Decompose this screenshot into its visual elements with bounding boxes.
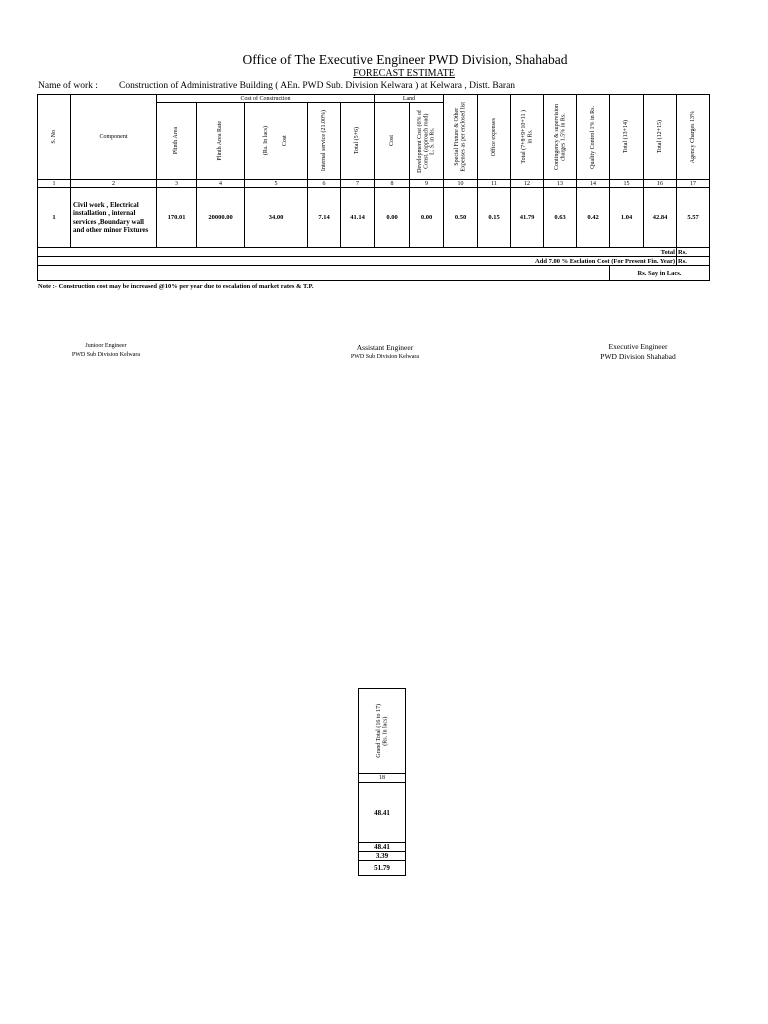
- signature-junior-engineer: [56, 342, 156, 360]
- column-number: 17: [677, 180, 710, 188]
- say-label: Rs. Say in Lacs.: [610, 266, 710, 281]
- row-value: 170.01: [157, 188, 197, 248]
- escalation-row: [38, 257, 710, 266]
- column-number: 7: [341, 180, 375, 188]
- column-number: 12: [511, 180, 544, 188]
- escalation-label: Add 7.00 % Esclation Cost (For Present Fin. Year): [38, 257, 677, 266]
- grand-total-escalation-value: 3.39: [359, 852, 406, 861]
- header-total-5-6: Total (5+6): [341, 103, 375, 180]
- total-row: [38, 248, 710, 257]
- column-number: 15: [610, 180, 644, 188]
- row-value: 0.00: [410, 188, 444, 248]
- column-number: 5: [245, 180, 308, 188]
- grand-total-total-value: 48.41: [359, 843, 406, 852]
- escalation-unit: Rs.: [677, 257, 710, 266]
- row-value: 20000.00: [197, 188, 245, 248]
- column-number: 16: [644, 180, 677, 188]
- table-row: [38, 188, 710, 248]
- header-plinth-rate: Plinth Area Rate: [197, 103, 245, 180]
- row-value: 0.15: [478, 188, 511, 248]
- ee-title: Executive Engineer: [608, 342, 668, 351]
- row-value: 41.79: [511, 188, 544, 248]
- estimate-subtitle: FORECAST ESTIMATE: [353, 68, 455, 79]
- office-title: Office of The Executive Engineer PWD Division, Shahabad: [242, 52, 568, 67]
- header-component: Component: [71, 95, 157, 180]
- header-cost: (Rs. In lacs) Cost: [245, 103, 308, 180]
- header-special: Special Fixture & Other Expenses as per enclosed list: [444, 95, 478, 180]
- grand-total-say-value: 51.79: [359, 861, 406, 876]
- row-value: 0.50: [444, 188, 478, 248]
- column-number: 14: [577, 180, 610, 188]
- header-development-cost: Development Cost (6% of Const. (approach road) L. S. in Rs.: [410, 103, 444, 180]
- header-office: Office expenses: [478, 95, 511, 180]
- estimate-table: [37, 94, 710, 281]
- header-agency: Agency Charges 13%: [677, 95, 710, 180]
- header-group-land: Land: [375, 95, 444, 103]
- column-number: 1: [38, 180, 71, 188]
- work-name: Construction of Administrative Building ( AEn. PWD Sub. Division Kelwara ) at Kelwara , Distt. Baran: [119, 81, 516, 91]
- column-number: 8: [375, 180, 410, 188]
- column-number: 2: [71, 180, 157, 188]
- je-title: Junioor Engineer: [85, 343, 127, 349]
- header-total-7-11: Total (7+8+9+10+11 ) in Rs.: [511, 95, 544, 180]
- je-office: PWD Sub Division Kelwara: [71, 352, 141, 358]
- column-number: 9: [410, 180, 444, 188]
- grand-total-col-number: 18: [359, 774, 406, 783]
- row-component: Civil work , Electrical installation , internal services ,Boundary wall and other minor Fixtures: [71, 188, 157, 248]
- say-row: [38, 266, 710, 281]
- header-plinth-area: Plinth Area: [157, 103, 197, 180]
- header-land-cost: Cost: [375, 103, 410, 180]
- row-value: 0.00: [375, 188, 410, 248]
- row-value: 1.04: [610, 188, 644, 248]
- ae-office: PWD Sub Division Kelwara: [350, 354, 420, 361]
- header-quality: Quality Control 1% in Rs.: [577, 95, 610, 180]
- row-value: 0.63: [544, 188, 577, 248]
- escalation-note: Note :- Construction cost may be increased @10% per year due to escalation of market rates & T.P.: [38, 283, 314, 290]
- signature-executive-engineer: [578, 342, 698, 362]
- total-label: Total: [38, 248, 677, 257]
- signature-assistant-engineer: [335, 342, 435, 362]
- row-value: 42.84: [644, 188, 677, 248]
- row-value: 5.57: [677, 188, 710, 248]
- ae-title: Assistant Engineer: [356, 343, 414, 352]
- column-number: 6: [308, 180, 341, 188]
- header-sno: S. No: [38, 95, 71, 180]
- column-number: 4: [197, 180, 245, 188]
- column-number: 10: [444, 180, 478, 188]
- header-total-12-15: Total (12+15): [644, 95, 677, 180]
- header-group-cost: Cost of Construction: [157, 95, 375, 103]
- row-value: 0.42: [577, 188, 610, 248]
- row-value: 7.14: [308, 188, 341, 248]
- column-number: 11: [478, 180, 511, 188]
- row-sno: 1: [38, 188, 71, 248]
- grand-total-row-value: 48.41: [359, 783, 406, 843]
- grand-total-table: [358, 688, 406, 876]
- column-number: 3: [157, 180, 197, 188]
- ee-office: PWD Division Shahabad: [600, 351, 676, 361]
- header-total-13-14: Total (13+14): [610, 95, 644, 180]
- work-label: Name of work :: [38, 81, 98, 91]
- header-internal-service: Internal service (21.00%): [308, 103, 341, 180]
- header-contingency: Contingency & supervision charges 1.5% in Rs.: [544, 95, 577, 180]
- column-number-row: [38, 180, 710, 188]
- total-unit: Rs.: [677, 248, 710, 257]
- row-value: 34.00: [245, 188, 308, 248]
- column-number: 13: [544, 180, 577, 188]
- grand-total-header: Grand Total (16 to 17) (Rs. In lacs): [359, 689, 406, 774]
- row-value: 41.14: [341, 188, 375, 248]
